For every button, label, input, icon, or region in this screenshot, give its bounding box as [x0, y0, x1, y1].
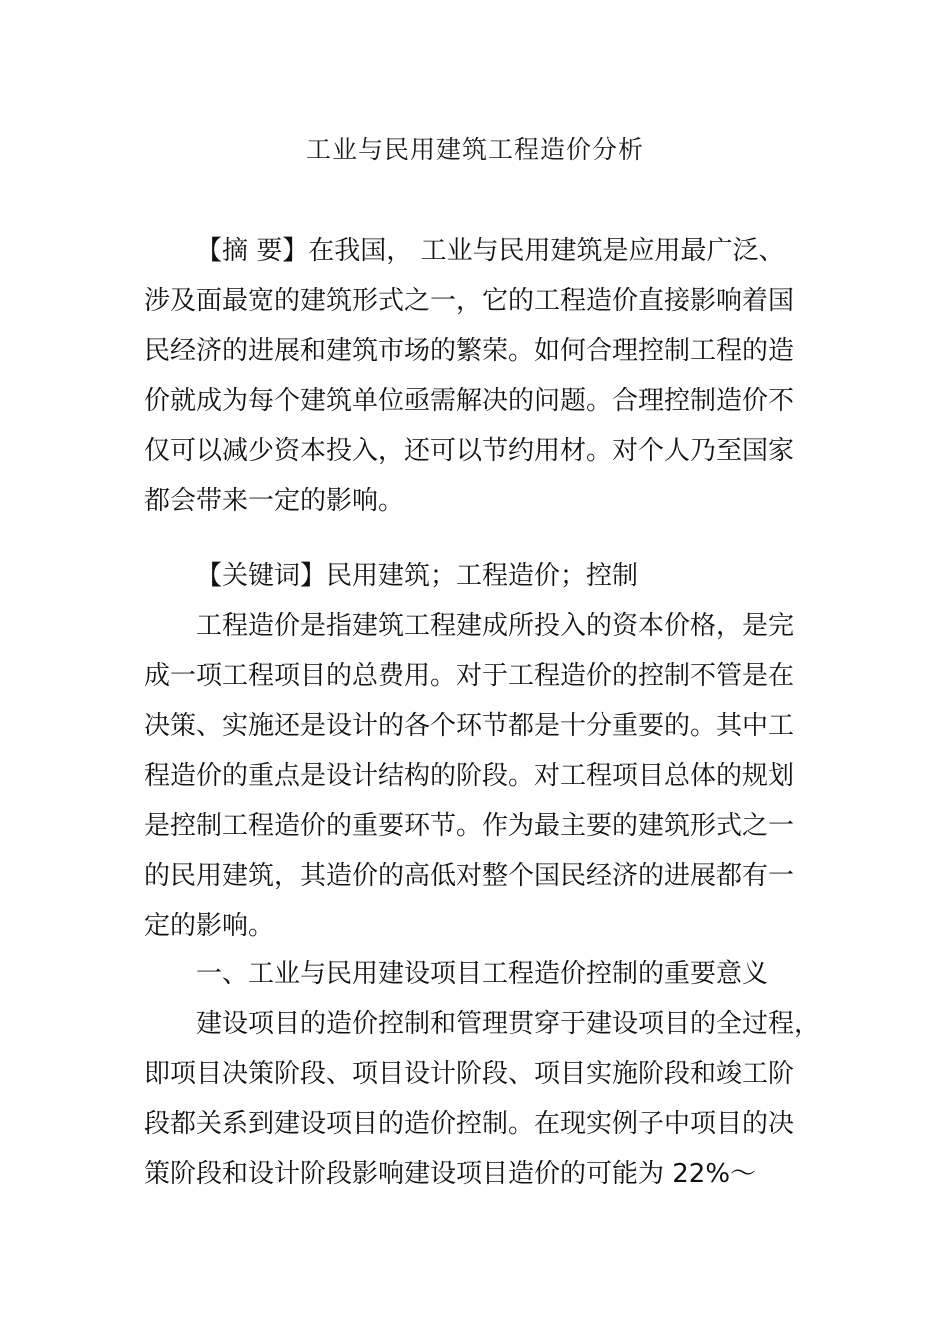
document-title: 工业与民用建筑工程造价分析: [305, 135, 644, 164]
abstract-line-1: [144, 226, 794, 276]
abstract-line-4: 价就成为每个建筑单位亟需解决的问题。合理控制造价不: [144, 386, 795, 416]
section-1-heading: [144, 949, 794, 999]
section-1-line-4: 策阶段和设计阶段影响建设项目造价的可能为 22%～: [144, 1159, 757, 1189]
section-1-heading-text: 一、工业与民用建设项目工程造价控制的重要意义: [196, 959, 769, 989]
intro-paragraph: [144, 601, 794, 951]
abstract-line-2: 涉及面最宽的建筑形式之一，它的工程造价直接影响着国: [144, 286, 795, 316]
section-1-line-3: 段都关系到建设项目的造价控制。在现实例子中项目的决: [144, 1109, 795, 1139]
abstract-line-6: 都会带来一定的影响。: [144, 486, 405, 516]
section-1-line-1: 建设项目的造价控制和管理贯穿于建设项目的全过程，: [196, 1009, 821, 1039]
section-1-paragraph: [144, 999, 821, 1199]
keywords-paragraph: [144, 551, 794, 601]
keywords-text: 民用建筑；工程造价；控制: [326, 561, 639, 591]
abstract-line-1-text: 在我国， 工业与民用建筑是应用最广泛、: [308, 236, 785, 266]
intro-line-6: 的民用建筑，其造价的高低对整个国民经济的进展都有一: [144, 861, 795, 891]
abstract-paragraph: [144, 226, 794, 526]
abstract-label: 【摘 要】: [196, 236, 309, 266]
abstract-line-5: 仅可以减少资本投入，还可以节约用材。对个人乃至国家: [144, 436, 795, 466]
intro-line-4: 程造价的重点是设计结构的阶段。对工程项目总体的规划: [144, 761, 795, 791]
intro-line-2: 成一项工程项目的总费用。对于工程造价的控制不管是在: [144, 661, 795, 691]
intro-line-7: 定的影响。: [144, 911, 275, 941]
intro-line-3: 决策、实施还是设计的各个环节都是十分重要的。其中工: [144, 711, 795, 741]
keywords-line: [144, 551, 794, 601]
intro-line-1: 工程造价是指建筑工程建成所投入的资本价格，是完: [196, 611, 795, 641]
keywords-label: 【关键词】: [196, 561, 327, 591]
section-1-line-2: 即项目决策阶段、项目设计阶段、项目实施阶段和竣工阶: [144, 1059, 795, 1089]
intro-line-5: 是控制工程造价的重要环节。作为最主要的建筑形式之一: [144, 811, 795, 841]
abstract-line-3: 民经济的进展和建筑市场的繁荣。如何合理控制工程的造: [144, 336, 795, 366]
